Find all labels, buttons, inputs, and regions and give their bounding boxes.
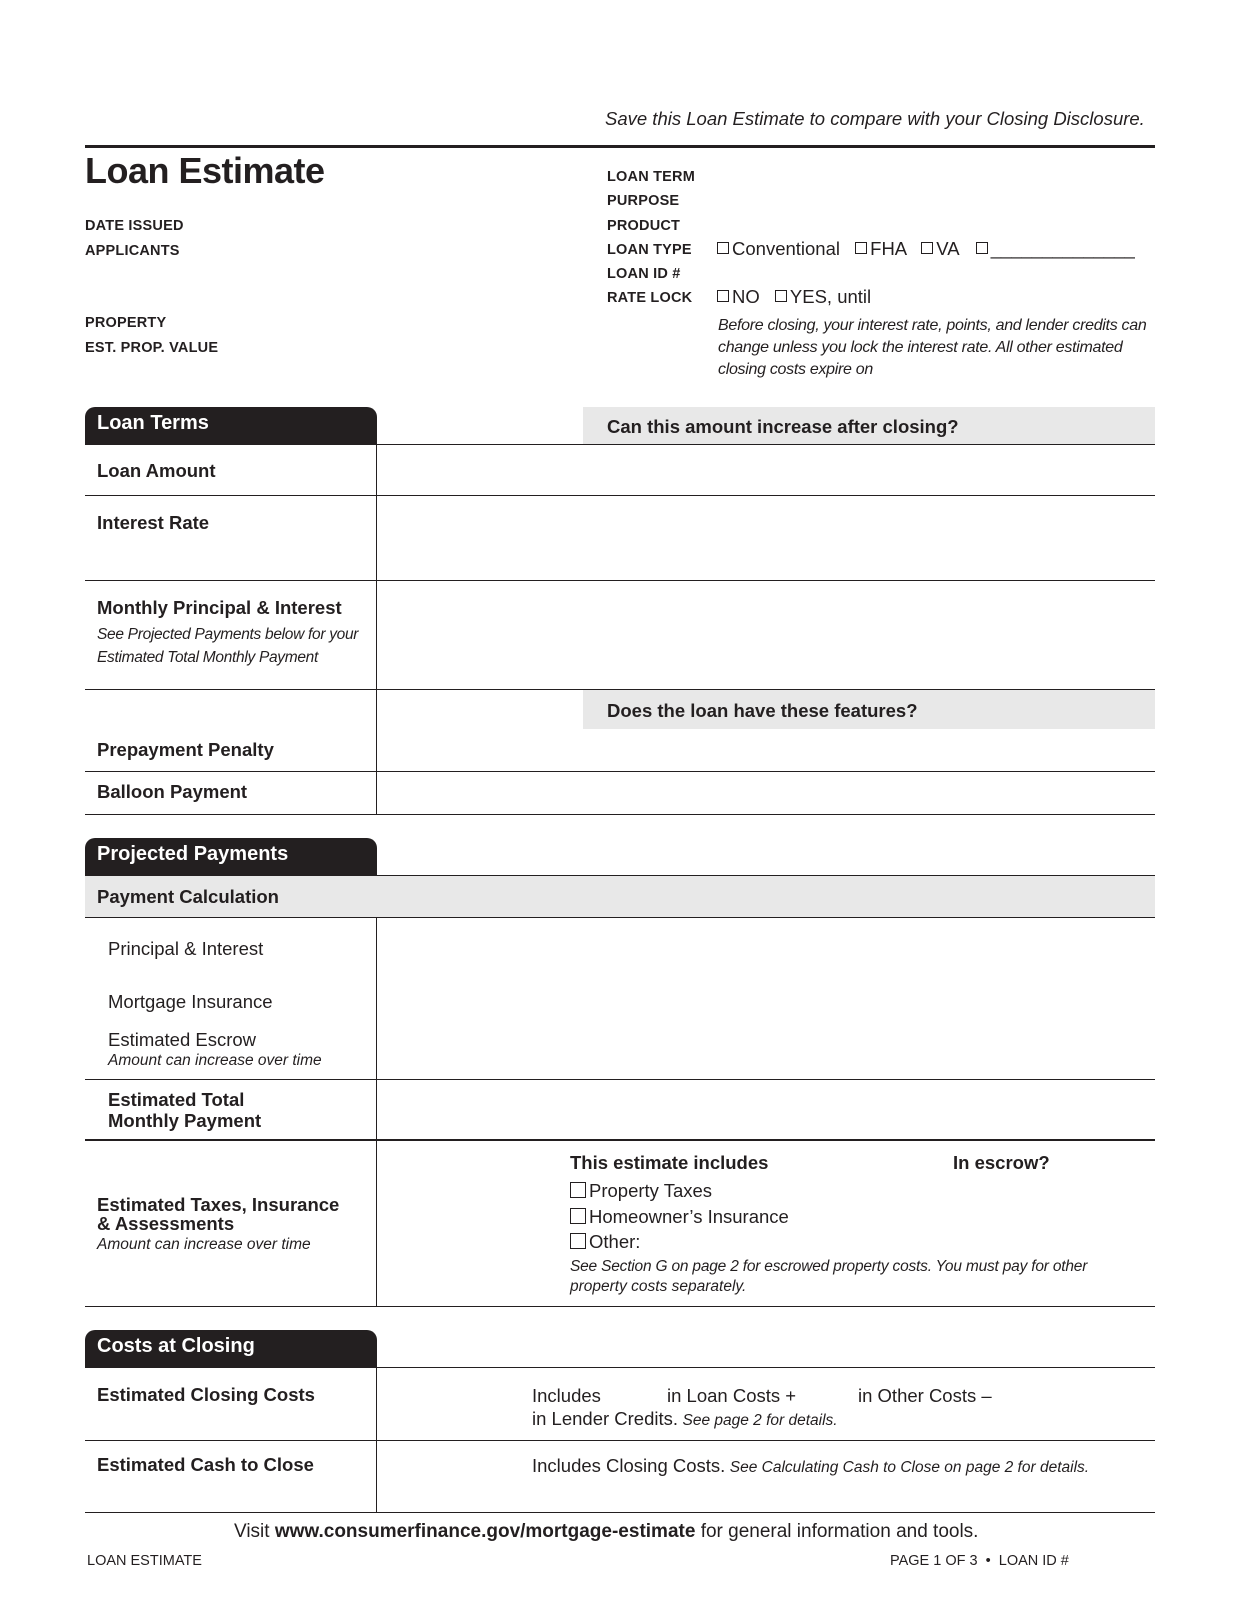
increase-question: Can this amount increase after closing? <box>607 416 959 437</box>
footer-page-info: PAGE 1 OF 3 • LOAN ID # <box>890 1553 1069 1569</box>
conventional-checkbox[interactable]: Conventional <box>717 238 840 259</box>
monthly-pi-note-1: See Projected Payments below for your <box>97 626 359 643</box>
in-other-costs-label: in Other Costs – <box>858 1385 992 1406</box>
total-payment-line-2: Monthly Payment <box>108 1110 262 1131</box>
est-prop-value-label: EST. PROP. VALUE <box>85 340 219 356</box>
homeowners-insurance-checkbox[interactable]: Homeowner’s Insurance <box>570 1206 789 1228</box>
checkbox-icon <box>976 242 988 254</box>
other-loan-type-checkbox[interactable]: ______________ <box>976 238 1135 259</box>
principal-interest-label: Principal & Interest <box>108 938 264 959</box>
fha-checkbox[interactable]: FHA <box>855 238 906 259</box>
loan-id-label: LOAN ID # <box>607 266 681 282</box>
column-divider <box>376 917 377 1306</box>
in-loan-costs-label: in Loan Costs + <box>667 1385 797 1406</box>
rule <box>85 580 1155 581</box>
checkbox-icon <box>855 242 867 254</box>
rate-lock-note-1: Before closing, your interest rate, points, and lender credits can <box>718 317 1147 334</box>
rate-lock-no-checkbox[interactable]: NO <box>717 286 760 307</box>
other-checkbox[interactable]: Other: <box>570 1231 640 1253</box>
checkbox-icon <box>570 1208 586 1224</box>
estimated-escrow-label: Estimated Escrow <box>108 1029 257 1050</box>
in-escrow-heading: In escrow? <box>953 1152 1050 1173</box>
property-label: PROPERTY <box>85 315 167 331</box>
taxes-line-1: Estimated Taxes, Insurance <box>97 1194 340 1215</box>
rule <box>85 444 1155 445</box>
loan-type-options <box>717 238 1135 260</box>
balloon-payment-label: Balloon Payment <box>97 781 248 802</box>
checkbox-icon <box>717 242 729 254</box>
monthly-pi-note-2: Estimated Total Monthly Payment <box>97 649 319 666</box>
property-taxes-checkbox[interactable]: Property Taxes <box>570 1180 712 1202</box>
taxes-note: Amount can increase over time <box>97 1236 311 1253</box>
includes-label: Includes <box>532 1385 601 1406</box>
applicants-label: APPLICANTS <box>85 243 180 259</box>
product-label: PRODUCT <box>607 218 681 234</box>
column-divider <box>376 1367 377 1512</box>
cash-to-close-line: Includes Closing Costs. See Calculating Cash to Close on page 2 for details. <box>532 1455 1090 1476</box>
rule <box>85 1079 1155 1080</box>
rule <box>85 1367 1155 1368</box>
monthly-pi-label: Monthly Principal & Interest <box>97 597 342 618</box>
checkbox-icon <box>570 1233 586 1249</box>
rule <box>85 771 1155 772</box>
page-title: Loan Estimate <box>85 150 325 191</box>
consumerfinance-link[interactable]: www.consumerfinance.gov/mortgage-estimate <box>274 1521 696 1542</box>
rule <box>85 1440 1155 1441</box>
checkbox-icon <box>775 290 787 302</box>
rule <box>85 495 1155 496</box>
escrow-note: Amount can increase over time <box>108 1052 322 1069</box>
interest-rate-label: Interest Rate <box>97 512 210 533</box>
rate-lock-yes-checkbox[interactable]: YES, until <box>775 286 871 307</box>
checkbox-icon <box>921 242 933 254</box>
loan-type-label: LOAN TYPE <box>607 242 692 258</box>
rule <box>85 814 1155 815</box>
checkbox-icon <box>717 290 729 302</box>
closing-costs-label: Estimated Closing Costs <box>97 1384 315 1405</box>
features-question: Does the loan have these features? <box>607 700 918 721</box>
rate-lock-options <box>717 286 871 308</box>
loan-term-label: LOAN TERM <box>607 169 695 185</box>
save-note: Save this Loan Estimate to compare with your Closing Disclosure. <box>605 108 1145 129</box>
cash-to-close-label: Estimated Cash to Close <box>97 1454 314 1475</box>
prepayment-penalty-label: Prepayment Penalty <box>97 739 274 760</box>
lender-credits-line: in Lender Credits. See page 2 for details. <box>532 1408 838 1429</box>
purpose-label: PURPOSE <box>607 193 680 209</box>
rule <box>85 1306 1155 1307</box>
rule <box>85 1512 1155 1513</box>
mortgage-insurance-label: Mortgage Insurance <box>108 991 273 1012</box>
section-g-note-1: See Section G on page 2 for escrowed property costs. You must pay for other <box>570 1258 1088 1275</box>
rate-lock-label: RATE LOCK <box>607 290 693 306</box>
rate-lock-note-3: closing costs expire on <box>718 361 873 378</box>
footer-visit-line: Visit www.consumerfinance.gov/mortgage-estimate for general information and tools. <box>234 1521 979 1542</box>
rate-lock-note-2: change unless you lock the interest rate. All other estimated <box>718 339 1123 356</box>
column-divider <box>376 444 377 814</box>
payment-calculation-label: Payment Calculation <box>97 886 279 907</box>
section-g-note-2: property costs separately. <box>570 1278 747 1295</box>
va-checkbox[interactable]: VA <box>921 238 958 259</box>
rule <box>85 1139 1155 1141</box>
loan-terms-tab: Loan Terms <box>85 407 377 445</box>
footer-left: LOAN ESTIMATE <box>87 1553 202 1569</box>
checkbox-icon <box>570 1182 586 1198</box>
rule <box>85 917 1155 918</box>
total-payment-line-1: Estimated Total <box>108 1089 245 1110</box>
taxes-line-2: & Assessments <box>97 1213 235 1234</box>
date-issued-label: DATE ISSUED <box>85 218 184 234</box>
costs-at-closing-tab: Costs at Closing <box>85 1330 377 1368</box>
projected-payments-tab: Projected Payments <box>85 838 377 876</box>
estimate-includes-heading: This estimate includes <box>570 1152 769 1173</box>
header-rule <box>85 145 1155 148</box>
loan-amount-label: Loan Amount <box>97 460 216 481</box>
